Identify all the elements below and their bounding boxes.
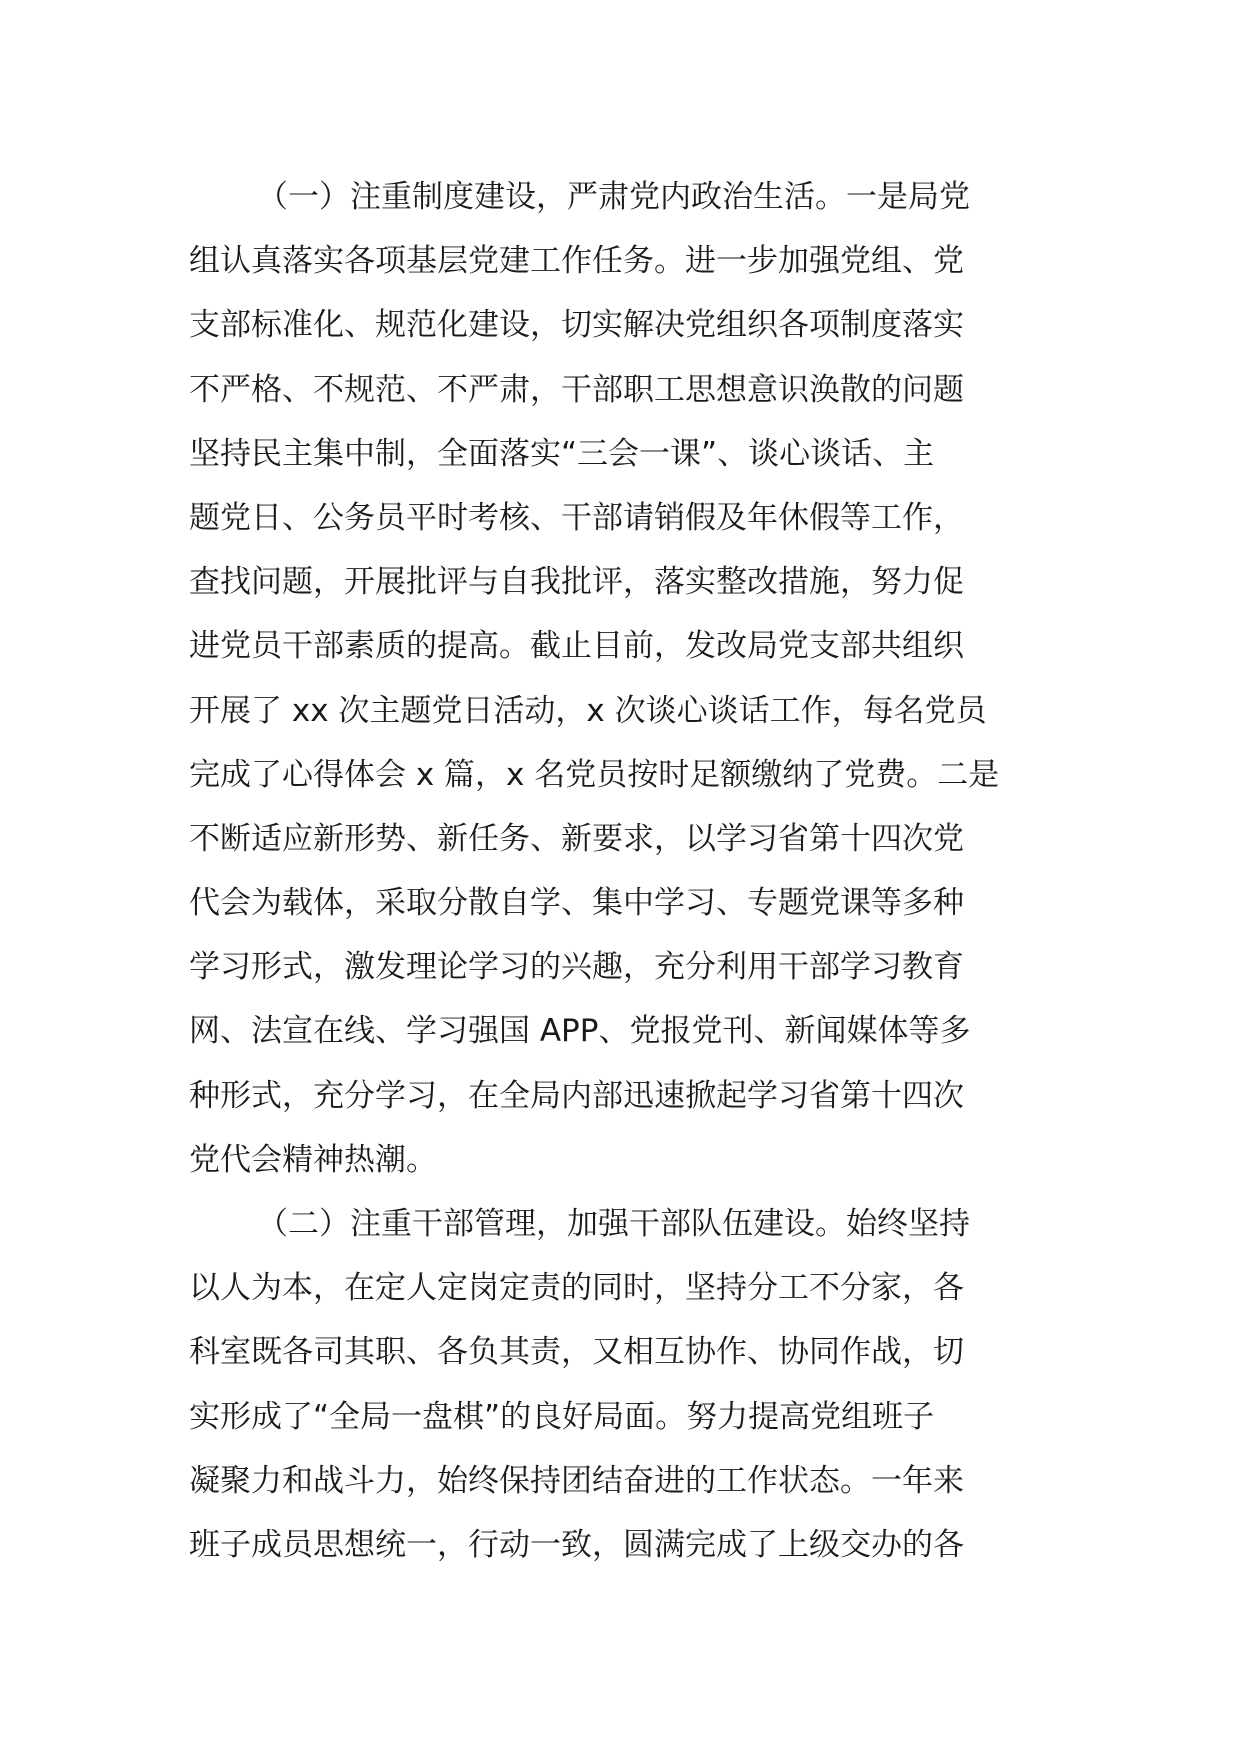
text-line: 不断适应新形势、新任务、新要求，以学习省第十四次党 xyxy=(189,820,964,857)
text-line: 学习形式，激发理论学习的兴趣，充分利用干部学习教育 xyxy=(189,949,964,986)
paragraph-2 xyxy=(189,1192,1059,1577)
text-line: （二）注重干部管理，加强干部队伍建设。始终坚持 xyxy=(257,1206,970,1242)
text-line: 开展了 xx 次主题党日活动，x 次谈心谈话工作，每名党员 xyxy=(189,692,987,729)
text-line: 班子成员思想统一，行动一致，圆满完成了上级交办的各 xyxy=(189,1526,964,1563)
text-line: 网、法宣在线、学习强国 APP、党报党刊、新闻媒体等多 xyxy=(189,1013,971,1050)
text-line: 支部标准化、规范化建设，切实解决党组织各项制度落实 xyxy=(189,307,964,344)
text-line: 种形式，充分学习，在全局内部迅速掀起学习省第十四次 xyxy=(189,1077,964,1114)
text-line: 凝聚力和战斗力，始终保持团结奋进的工作状态。一年来 xyxy=(189,1462,964,1499)
paragraph-1 xyxy=(189,165,1059,1192)
text-line: 进党员干部素质的提高。截止目前，发改局党支部共组织 xyxy=(189,628,964,665)
text-line: 不严格、不规范、不严肃，干部职工思想意识涣散的问题 xyxy=(189,371,964,408)
text-line: 坚持民主集中制，全面落实“三会一课”、谈心谈话、主 xyxy=(189,435,935,472)
text-line: 组认真落实各项基层党建工作任务。进一步加强党组、党 xyxy=(189,243,964,280)
text-line: 科室既各司其职、各负其责，又相互协作、协同作战，切 xyxy=(189,1334,964,1371)
document-body xyxy=(189,165,1059,1577)
text-line: 完成了心得体会 x 篇，x 名党员按时足额缴纳了党费。二是 xyxy=(189,756,1000,793)
text-line: 题党日、公务员平时考核、干部请销假及年休假等工作， xyxy=(189,499,964,536)
text-line: 查找问题，开展批评与自我批评，落实整改措施，努力促 xyxy=(189,564,964,601)
text-line: 以人为本，在定人定岗定责的同时，坚持分工不分家，各 xyxy=(189,1270,964,1307)
text-line: 实形成了“全局一盘棋”的良好局面。努力提高党组班子 xyxy=(189,1398,935,1435)
text-line: 代会为载体，采取分散自学、集中学习、专题党课等多种 xyxy=(189,885,964,922)
text-line: 党代会精神热潮。 xyxy=(189,1141,437,1178)
text-line: （一）注重制度建设，严肃党内政治生活。一是局党 xyxy=(257,179,970,215)
